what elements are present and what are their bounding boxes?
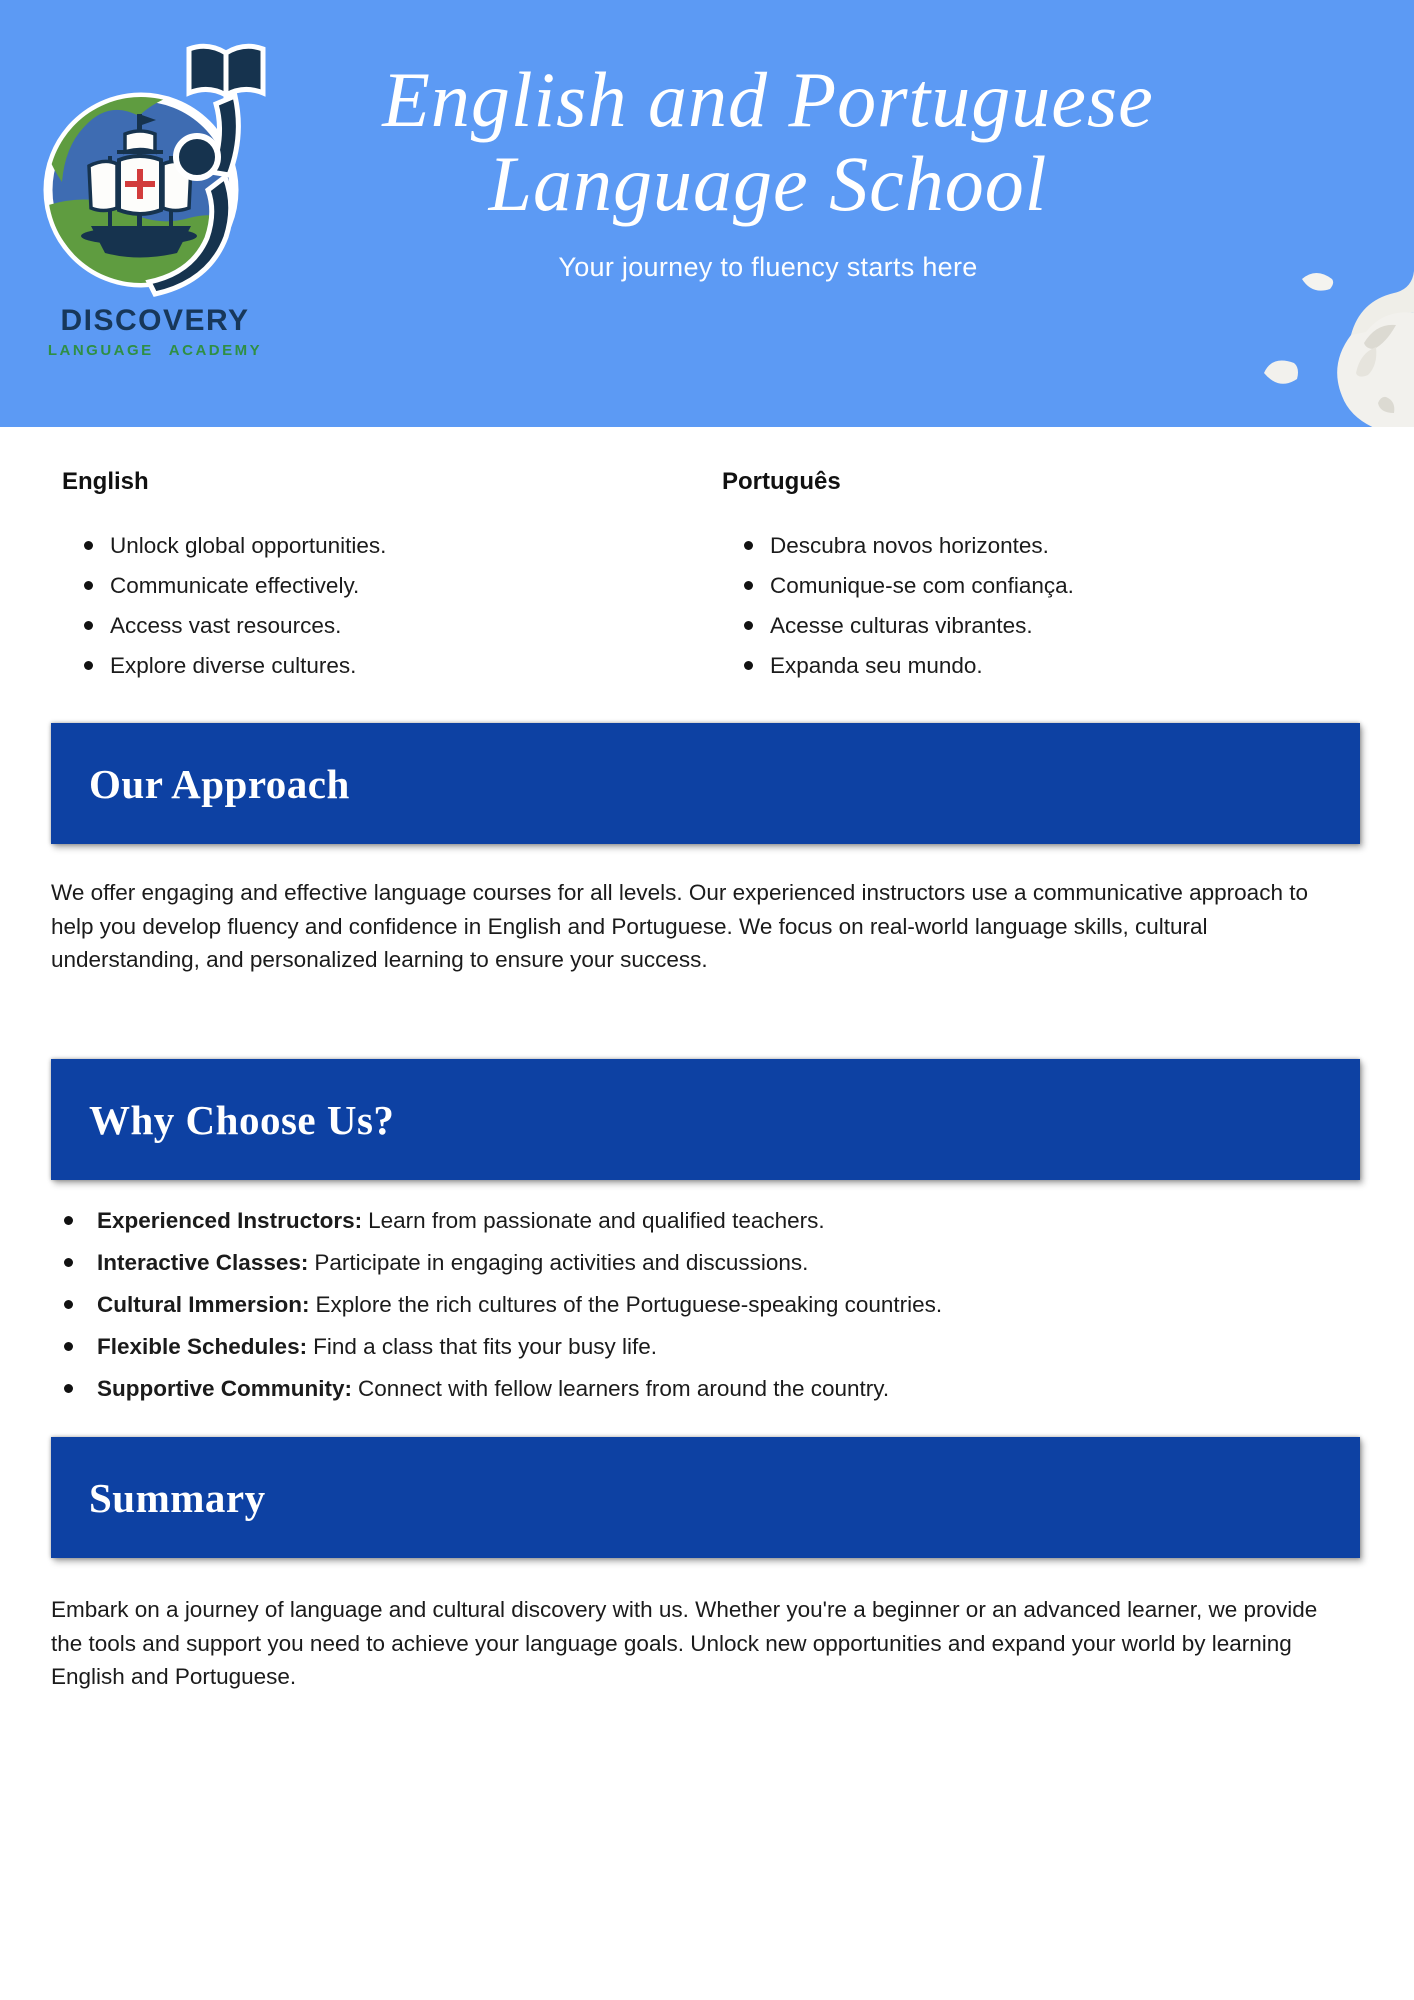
list-item: Communicate effectively. [62, 570, 622, 601]
list-item [52, 1247, 1352, 1279]
list-item-label: Cultural Immersion: [97, 1292, 310, 1317]
list-item-label: Flexible Schedules: [97, 1334, 308, 1359]
wave-splash-icon [1236, 243, 1414, 427]
summary-section-banner [51, 1437, 1360, 1558]
list-item [52, 1205, 1352, 1237]
open-book-icon [189, 46, 263, 95]
list-item: Comunique-se com confiança. [722, 570, 1322, 601]
list-item-text: Learn from passionate and qualified teachers. [368, 1208, 825, 1233]
english-benefits-list [62, 530, 622, 681]
summary-heading: Summary [89, 1474, 266, 1521]
list-item: Descubra novos horizontes. [722, 530, 1322, 561]
tagline-subtitle: Your journey to fluency starts here [558, 252, 978, 282]
list-item: Explore diverse cultures. [62, 650, 622, 681]
approach-heading: Our Approach [89, 760, 350, 807]
title-line-2: Language School [488, 140, 1048, 227]
list-item-label: Supportive Community: [97, 1376, 353, 1401]
header-banner [0, 0, 1414, 427]
list-item: Acesse culturas vibrantes. [722, 610, 1322, 641]
english-column [62, 468, 622, 690]
portuguese-benefits-list [722, 530, 1322, 681]
list-item-text: Participate in engaging activities and discussions. [314, 1250, 809, 1275]
list-item-label: Experienced Instructors: [97, 1208, 363, 1233]
logo-tagline: LANGUAGE ACADEMY [47, 342, 263, 359]
list-item: Access vast resources. [62, 610, 622, 641]
english-heading: English [62, 468, 149, 495]
portuguese-heading: Português [722, 468, 841, 495]
why-choose-us-list [52, 1205, 1352, 1415]
approach-section-banner [51, 723, 1360, 844]
title-line-1: English and Portuguese [382, 56, 1154, 143]
logo [36, 40, 274, 359]
page-title [268, 58, 1268, 226]
logo-name: DISCOVERY [60, 304, 250, 337]
list-item: Unlock global opportunities. [62, 530, 622, 561]
list-item-text: Explore the rich cultures of the Portuguese-speaking countries. [315, 1292, 943, 1317]
approach-paragraph: We offer engaging and effective language courses for all levels. Our experienced instructors use a communicative approach to help you develop fluency and confidence in English and Portuguese. We focus on real-world language skills, cultural understanding, and personalized learning to ensure your success. [51, 880, 1308, 972]
title-block [268, 58, 1268, 283]
list-item [52, 1331, 1352, 1363]
why-section-banner [51, 1059, 1360, 1180]
list-item [52, 1373, 1352, 1405]
why-heading: Why Choose Us? [89, 1096, 395, 1143]
list-item-text: Find a class that fits your busy life. [313, 1334, 657, 1359]
discovery-logo-icon [39, 40, 271, 302]
list-item: Expanda seu mundo. [722, 650, 1322, 681]
portuguese-column [722, 468, 1322, 690]
list-item-text: Connect with fellow learners from around the country. [358, 1376, 890, 1401]
list-item [52, 1289, 1352, 1321]
summary-paragraph: Embark on a journey of language and cultural discovery with us. Whether you're a beginner or an advanced learner, we provide the tools and support you need to achieve your language goals. Unlock new opportunities and expand your world by learning English and Portuguese. [51, 1597, 1318, 1689]
list-item-label: Interactive Classes: [97, 1250, 309, 1275]
